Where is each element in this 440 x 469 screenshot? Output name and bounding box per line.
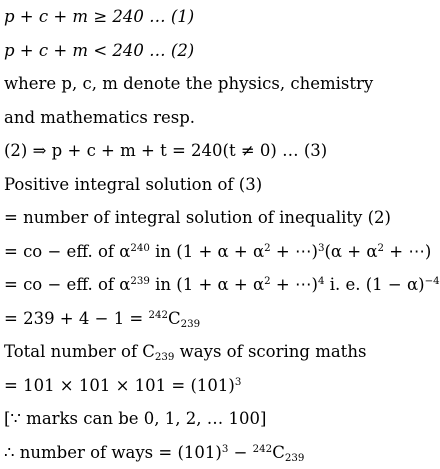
alpha-exponent: 240 (130, 242, 150, 253)
combination-subscript: 239 (181, 319, 201, 330)
alpha-square-exponent-3: 2 (264, 276, 271, 287)
coefficient-line-1-part-c: + ⋯) (271, 242, 318, 261)
coefficient-line-2-part-b: in (1 + α + α (150, 275, 264, 294)
product-line (4, 369, 428, 403)
coefficient-line-2-part-a: = co − eff. of α (4, 275, 130, 294)
marks-range-note: [∵ marks can be 0, 1, 2, … 100] (4, 402, 428, 436)
positive-solution-heading: Positive integral solution of (3) (4, 168, 428, 202)
alpha-exponent-239: 239 (130, 276, 150, 287)
final-answer-exponent: 3 (222, 443, 229, 454)
product-line-part-a: = 101 × 101 × 101 = (101) (4, 376, 235, 395)
negative-four-exponent: −4 (425, 276, 440, 287)
final-answer-minus: − (228, 443, 252, 462)
total-ways-line (4, 335, 428, 369)
final-answer (4, 436, 428, 469)
combination-c: C (168, 309, 181, 328)
alpha-square-exponent-2: 2 (378, 242, 385, 253)
combination-pre-superscript: 242 (149, 309, 169, 320)
coefficient-line-2-part-d: i. e. (1 − α) (324, 275, 424, 294)
coefficient-line-2 (4, 268, 428, 302)
total-ways-part-b: ways of scoring maths (174, 342, 366, 361)
coefficient-line-2-part-c: + ⋯) (271, 275, 318, 294)
equals-integral-solutions: = number of integral solution of inequality (2) (4, 201, 428, 235)
equation-3: (2) ⇒ p + c + m + t = 240(t ≠ 0) … (3) (4, 134, 428, 168)
coefficient-line-1-part-e: + ⋯) (384, 242, 431, 261)
total-ways-subscript: 239 (155, 352, 175, 363)
alpha-square-exponent: 2 (264, 242, 271, 253)
variables-note-line-1: where p, c, m denote the physics, chemistry (4, 67, 428, 101)
series-cube-exponent: 3 (318, 242, 325, 253)
inequality-1: p + c + m ≥ 240 … (1) (4, 0, 428, 34)
final-answer-c: C (272, 443, 285, 462)
coefficient-line-1-part-d: (α + α (324, 242, 377, 261)
coefficient-line-1-part-a: = co − eff. of α (4, 242, 130, 261)
total-ways-part-a: Total number of C (4, 342, 155, 361)
coefficient-line-1-part-b: in (1 + α + α (150, 242, 264, 261)
series-fourth-exponent: 4 (318, 276, 325, 287)
final-answer-pre-superscript: 242 (253, 443, 273, 454)
variables-note-line-2: and mathematics resp. (4, 101, 428, 135)
final-answer-part-a: ∴ number of ways = (101) (4, 443, 222, 462)
solution-document (4, 0, 428, 469)
final-answer-subscript: 239 (285, 453, 305, 464)
combination-result-part-a: = 239 + 4 − 1 = (4, 309, 149, 328)
coefficient-line-1 (4, 235, 428, 269)
combination-result (4, 302, 428, 336)
product-exponent: 3 (235, 376, 242, 387)
inequality-2: p + c + m < 240 … (2) (4, 34, 428, 68)
